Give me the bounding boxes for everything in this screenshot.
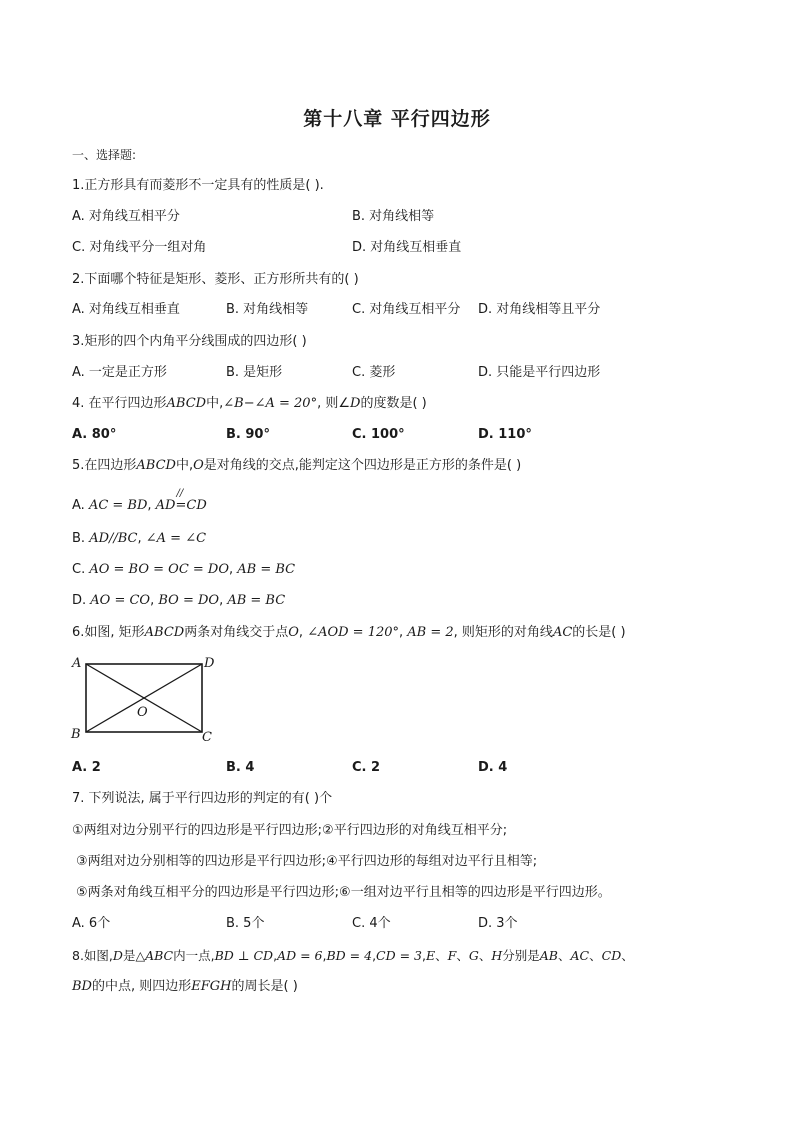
q8-math: AC bbox=[570, 948, 590, 963]
q8-math: EFGH bbox=[191, 979, 232, 994]
question-6-option-b: B. 4 bbox=[226, 760, 255, 775]
q4-text: 4. 在平行四边形 bbox=[72, 396, 167, 411]
q8-math: AD = 6 bbox=[277, 948, 323, 963]
question-2-option-b: B. 对角线相等 bbox=[226, 302, 309, 317]
q4-text: , 则∠ bbox=[317, 396, 350, 411]
question-4-option-b: B. 90° bbox=[226, 427, 270, 442]
q5d-label: D. bbox=[72, 593, 91, 608]
vertex-label-b: B bbox=[71, 727, 81, 742]
q5a-math: AD bbox=[155, 498, 176, 513]
question-1-option-a: A. 对角线互相平分 bbox=[72, 209, 180, 224]
q5-math: ABCD bbox=[136, 458, 176, 473]
question-8-stem-line-1 bbox=[72, 947, 634, 965]
q8-math: CD bbox=[601, 948, 622, 963]
q4-math: ∠B−∠A = 20° bbox=[223, 396, 318, 411]
q8-math: E bbox=[426, 948, 436, 963]
q8-text: 的中点, 则四边形 bbox=[91, 979, 192, 994]
q5b-sep: , bbox=[137, 531, 146, 546]
question-5-option-c bbox=[72, 561, 295, 579]
q5d-math: AO = CO bbox=[90, 593, 151, 608]
q8-text: 是 bbox=[122, 948, 136, 963]
q8-text: 、 bbox=[621, 948, 634, 963]
q8-text: 、 bbox=[558, 948, 571, 963]
question-5-option-d bbox=[72, 592, 285, 610]
q8-math: BD ⊥ CD bbox=[214, 948, 274, 963]
q5c-label: C. bbox=[72, 562, 90, 577]
question-2-option-d: D. 对角线相等且平分 bbox=[478, 302, 601, 317]
q5d-math: BO = DO bbox=[158, 593, 220, 608]
q6-text: 的长是( ) bbox=[572, 625, 626, 640]
q5-math: O bbox=[193, 458, 204, 473]
q5a-sep: , bbox=[147, 498, 156, 513]
q5c-math: AO = BO = OC = DO bbox=[89, 562, 229, 577]
question-2-option-a: A. 对角线互相垂直 bbox=[72, 302, 180, 317]
question-6-option-d: D. 4 bbox=[478, 760, 508, 775]
question-1-option-b: B. 对角线相等 bbox=[352, 209, 435, 224]
q4-math: D bbox=[350, 396, 361, 411]
q6-text: 6.如图, 矩形 bbox=[72, 625, 145, 640]
q8-text: 8.如图, bbox=[72, 948, 113, 963]
q8-math: D bbox=[112, 948, 123, 963]
q5-text: 是对角线的交点,能判定这个四边形是正方形的条件是( ) bbox=[203, 458, 522, 473]
question-7-option-b: B. 5个 bbox=[226, 916, 265, 931]
q8-math: BD = 4 bbox=[326, 948, 373, 963]
vertex-label-d: D bbox=[204, 656, 215, 671]
q6-math: ABCD bbox=[144, 625, 185, 640]
q8-text: 内一点, bbox=[173, 948, 215, 963]
question-8-stem-line-2 bbox=[72, 978, 298, 996]
question-3-option-d: D. 只能是平行四边形 bbox=[478, 365, 601, 380]
q4-text: 的度数是( ) bbox=[360, 396, 427, 411]
q6-math: O bbox=[288, 625, 299, 640]
q8-math: BD bbox=[72, 979, 92, 994]
q5d-sep: , bbox=[150, 593, 159, 608]
question-3-option-b: B. 是矩形 bbox=[226, 365, 283, 380]
q8-math: AB bbox=[539, 948, 558, 963]
q5b-math: ∠A = ∠C bbox=[145, 531, 207, 546]
question-5-stem bbox=[72, 457, 521, 475]
q5a-math: AC = BD bbox=[88, 498, 148, 513]
question-7-statements-3: ⑤两条对角线互相平分的四边形是平行四边形;⑥一组对边平行且相等的四边形是平行四边形。 bbox=[76, 885, 611, 900]
q4-text: 中, bbox=[206, 396, 224, 411]
question-2-stem: 2.下面哪个特征是矩形、菱形、正方形所共有的( ) bbox=[72, 272, 359, 287]
question-7-option-d: D. 3个 bbox=[478, 916, 518, 931]
q8-text: 、 bbox=[456, 948, 469, 963]
page-title: 第十八章 平行四边形 bbox=[303, 108, 491, 130]
question-1-stem: 1.正方形具有而菱形不一定具有的性质是( ). bbox=[72, 178, 324, 193]
q5a-label: A. bbox=[72, 498, 89, 513]
question-5-option-b bbox=[72, 530, 206, 548]
q6-math: AB = 2 bbox=[407, 625, 454, 640]
q8-math: CD = 3 bbox=[376, 948, 423, 963]
q5c-math: AB = BC bbox=[237, 562, 296, 577]
q4-math: ABCD bbox=[166, 396, 207, 411]
q8-text: 、 bbox=[478, 948, 492, 963]
q5d-sep: , bbox=[219, 593, 228, 608]
question-3-option-c: C. 菱形 bbox=[352, 365, 396, 380]
question-7-statements-1: ①两组对边分别平行的四边形是平行四边形;②平行四边形的对角线互相平分; bbox=[72, 823, 508, 838]
section-heading: 一、选择题: bbox=[72, 148, 137, 162]
question-4-option-d: D. 110° bbox=[478, 427, 532, 442]
question-1-option-c: C. 对角线平分一组对角 bbox=[72, 240, 207, 255]
q8-math: G bbox=[468, 948, 479, 963]
q8-text: , bbox=[422, 948, 426, 963]
question-4-option-c: C. 100° bbox=[352, 427, 405, 442]
q8-text: 分别是 bbox=[502, 948, 540, 963]
question-4-stem bbox=[72, 395, 427, 413]
q6-math: ∠AOD = 120° bbox=[307, 625, 400, 640]
question-7-statements-2: ③两组对边分别相等的四边形是平行四边形;④平行四边形的每组对边平行且相等; bbox=[76, 854, 538, 869]
q5d-math: AB = BC bbox=[227, 593, 286, 608]
q5-text: 5.在四边形 bbox=[72, 458, 137, 473]
q5c-sep: , bbox=[229, 562, 238, 577]
question-3-option-a: A. 一定是正方形 bbox=[72, 365, 167, 380]
q8-text: , bbox=[322, 948, 327, 963]
q5b-label: B. bbox=[72, 531, 90, 546]
q5b-math: AD//BC bbox=[89, 531, 138, 546]
q5a-math: CD bbox=[186, 498, 207, 513]
parallel-mark: // bbox=[176, 488, 184, 499]
q8-text: 、 bbox=[435, 948, 448, 963]
question-4-option-a: A. 80° bbox=[72, 427, 117, 442]
q8-math: F bbox=[447, 948, 457, 963]
question-3-stem: 3.矩形的四个内角平分线围成的四边形( ) bbox=[72, 334, 307, 349]
q8-text: 、 bbox=[589, 948, 602, 963]
question-5-option-a bbox=[72, 488, 207, 515]
center-label-o: O bbox=[137, 705, 148, 720]
q6-text: , bbox=[298, 625, 308, 640]
vertex-label-a: A bbox=[72, 656, 82, 671]
question-2-option-c: C. 对角线互相平分 bbox=[352, 302, 461, 317]
q6-text: , bbox=[399, 625, 408, 640]
q8-text: , bbox=[372, 948, 377, 963]
q5-text: 中, bbox=[175, 458, 194, 473]
question-7-stem: 7. 下列说法, 属于平行四边形的判定的有( )个 bbox=[72, 791, 333, 806]
vertex-label-c: C bbox=[202, 730, 212, 745]
question-1-option-d: D. 对角线互相垂直 bbox=[352, 240, 462, 255]
q6-math: AC bbox=[552, 625, 573, 640]
question-6-option-c: C. 2 bbox=[352, 760, 381, 775]
question-7-option-a: A. 6个 bbox=[72, 916, 111, 931]
q8-text: , bbox=[273, 948, 278, 963]
q6-text: 两条对角线交于点 bbox=[184, 625, 289, 640]
q8-text: 的周长是( ) bbox=[231, 979, 298, 994]
question-7-option-c: C. 4个 bbox=[352, 916, 391, 931]
q8-math: △ABC bbox=[135, 948, 174, 963]
equal-sign: = bbox=[175, 498, 187, 513]
q6-text: , 则矩形的对角线 bbox=[453, 625, 553, 640]
parallel-equal-sign bbox=[175, 488, 187, 515]
rectangle-diagram bbox=[64, 652, 224, 746]
question-6-option-a: A. 2 bbox=[72, 760, 101, 775]
question-6-stem bbox=[72, 624, 626, 642]
q8-math: H bbox=[491, 948, 503, 963]
